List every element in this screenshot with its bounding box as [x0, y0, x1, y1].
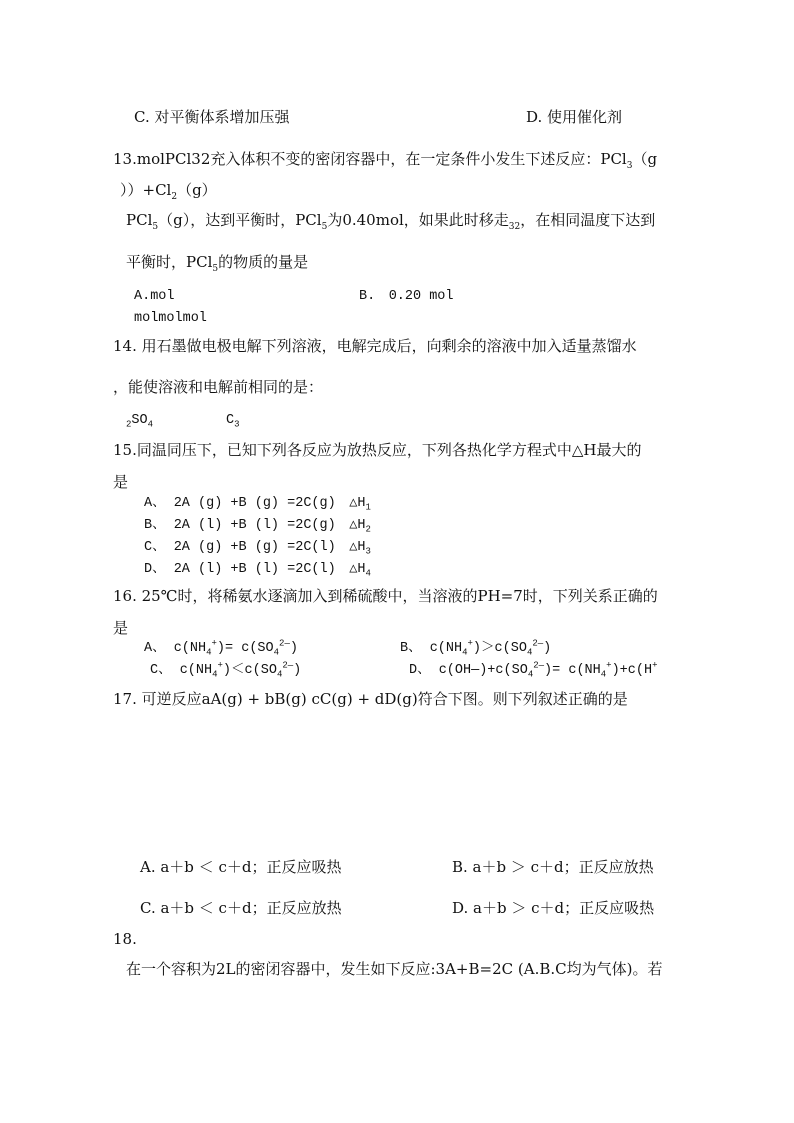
- q15-option-a: A、 2A (g) +B (g) =2C(g) $\triangle H_1$: [144, 496, 371, 513]
- q13-option-cd: molmolmol: [134, 311, 207, 326]
- q17-option-a: A. a＋b ＜ c＋d；正反应吸热: [140, 858, 342, 876]
- q13-option-b: B. 0.20 mol: [359, 289, 454, 304]
- q12-option-d: D. 使用催化剂: [526, 108, 623, 126]
- q15-option-c: C、 2A (g) +B (g) =2C(l) $\triangle H_3$: [144, 540, 371, 557]
- q15-option-d: D、 2A (l) +B (l) =2C(l) $\triangle H_4$: [144, 562, 371, 579]
- q13-line3: PCl$_5$（g），达到平衡时，PCl$_5$为0.40mol，如果此时移走$_{32}$，在相同温度下达到: [126, 211, 656, 232]
- q15-line2: 是: [113, 473, 129, 491]
- q13-line2: ））$+Cl_2(g)$: [120, 181, 217, 202]
- q18-line1: 在一个容积为2L的密闭容器中，发生如下反应:3A+B=2C (A.B.C均为气体)。若: [126, 960, 663, 978]
- q16-option-d: D、 $c(OH—)+c(SO_4^{2—})= c(NH_4^+)+c(H^+$: [409, 660, 658, 680]
- q15-option-b: B、 2A (l) +B (l) =2C(g) $\triangle H_2$: [144, 518, 371, 535]
- q16-option-b: B、 $c(NH_4^+)>c(SO_4^{2—})$: [400, 638, 552, 658]
- q18-number: 18.: [113, 930, 137, 948]
- q14-option-2: $C_3$: [226, 413, 240, 430]
- q13-option-a: A.mol: [134, 289, 175, 304]
- q16-line2: 是: [113, 619, 129, 637]
- q16-option-c: C、 $c(NH_4^+)<c(SO_4^{2—})$: [150, 660, 302, 680]
- q17-line1: 17. 可逆反应aA(g) + bB(g) cC(g) + dD(g)符合下图。则下列叙述正确的是: [113, 690, 628, 708]
- q17-option-d: D. a＋b ＞ c＋d；正反应吸热: [452, 899, 655, 917]
- q14-line1: 14. 用石墨做电极电解下列溶液，电解完成后，向剩余的溶液中加入适量蒸馏水: [113, 337, 637, 355]
- q15-line1: 15.同温同压下，已知下列各反应为放热反应，下列各热化学方程式中△H最大的: [113, 441, 642, 459]
- q16-option-a: A、 $c(NH_4^+)= c(SO_4^{2—})$: [144, 638, 298, 658]
- q14-line2: ，能使溶液和电解前相同的是：: [113, 378, 324, 396]
- q13-line1: 13.molPCl32充入体积不变的密闭容器中，在一定条件小发生下述反应：PCl$_3$（g: [113, 150, 658, 171]
- q12-option-c: C. 对平衡体系增加压强: [134, 108, 290, 126]
- q13-line4: 平衡时，PCl$_5$的物质的量是: [126, 253, 309, 274]
- q16-line1: 16. 25℃时，将稀氨水逐滴加入到稀硫酸中，当溶液的PH=7时，下列关系正确的: [113, 587, 658, 605]
- q17-option-b: B. a＋b ＞ c＋d；正反应放热: [452, 858, 654, 876]
- q14-option-1: $_2SO_4$: [126, 413, 154, 430]
- q17-option-c: C. a＋b ＜ c＋d；正反应放热: [140, 899, 342, 917]
